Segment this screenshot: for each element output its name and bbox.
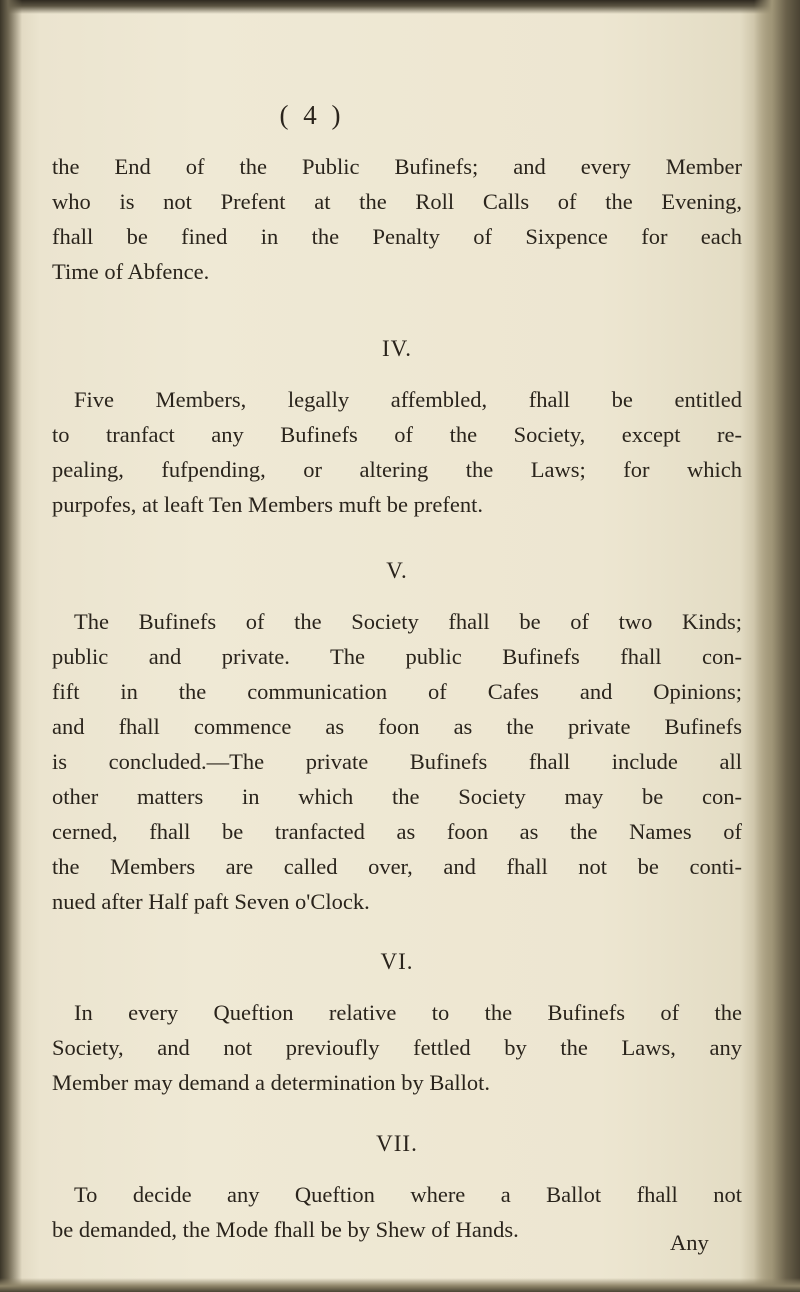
section-heading: VI. [380, 949, 414, 974]
intro-line: Time of Abfence. [52, 259, 210, 284]
section-line: To decide any Queftion where a Ballot fhall not [74, 1182, 742, 1207]
intro-line: fhall be fined in the Penalty of Sixpence for each [52, 224, 742, 249]
section-line: the Members are called over, and fhall not be conti- [52, 854, 742, 879]
intro-line: who is not Prefent at the Roll Calls of the Evening, [52, 189, 742, 214]
catchword: Any [670, 1230, 709, 1255]
section-line: to tranfact any Bufinefs of the Society, except re- [52, 422, 742, 447]
section-line: Five Members, legally affembled, fhall be entitled [74, 387, 742, 412]
section-line: is concluded.—The private Bufinefs fhall include all [52, 749, 742, 774]
section-line: Member may demand a determination by Ballot. [52, 1070, 491, 1095]
page-bottom-shadow [0, 1278, 800, 1292]
section-line: fift in the communication of Cafes and Opinions; [52, 679, 742, 704]
section-heading: VII. [376, 1131, 418, 1156]
section-line: Society, and not previoufly fettled by the Laws, any [52, 1035, 742, 1060]
section-line: nued after Half paft Seven o'Clock. [52, 889, 370, 914]
section-v [52, 558, 742, 919]
section-vi [52, 949, 742, 1100]
section-heading: V. [386, 558, 408, 583]
section-line: In every Queftion relative to the Bufinefs of the [74, 1000, 742, 1025]
section-heading: IV. [381, 336, 413, 361]
section-iv [52, 336, 742, 522]
section-line: The Bufinefs of the Society fhall be of two Kinds; [74, 609, 742, 634]
page-gutter-shadow [0, 0, 22, 1292]
section-line: and fhall commence as foon as the private Bufinefs [52, 714, 742, 739]
page-number: ( 4 ) [279, 100, 345, 130]
section-line: pealing, fufpending, or altering the Laws; for which [52, 457, 742, 482]
section-line: purpofes, at leaft Ten Members muft be prefent. [52, 492, 483, 517]
intro-line: the End of the Public Bufinefs; and every Member [52, 154, 742, 179]
section-line: other matters in which the Society may be con- [52, 784, 742, 809]
page-top-shadow [0, 0, 800, 14]
section-line: cerned, fhall be tranfacted as foon as the Names of [52, 819, 742, 844]
section-line: be demanded, the Mode fhall be by Shew of Hands. [52, 1217, 519, 1242]
page-fore-edge [754, 0, 800, 1292]
section-vii [52, 1131, 742, 1247]
intro-paragraph [52, 149, 742, 289]
section-line: public and private. The public Bufinefs fhall con- [52, 644, 742, 669]
